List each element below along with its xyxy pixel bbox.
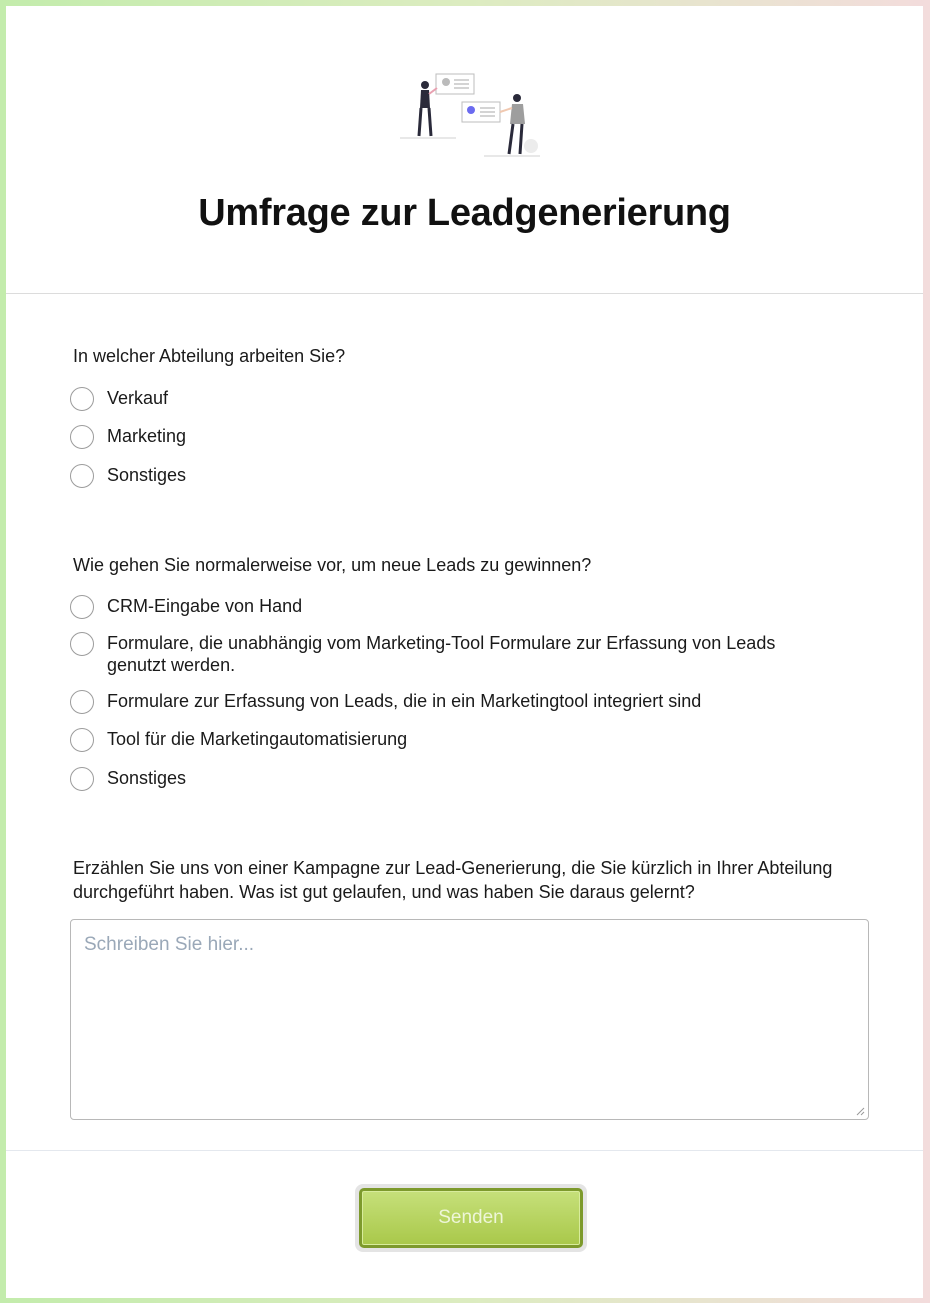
radio-label: Sonstiges bbox=[107, 465, 187, 485]
radio-option-other[interactable] bbox=[70, 767, 830, 791]
campaign-textarea[interactable] bbox=[71, 920, 868, 1119]
radio-button[interactable] bbox=[70, 387, 94, 411]
radio-option-crm-manual[interactable] bbox=[70, 595, 830, 619]
radio-label: Sonstiges bbox=[107, 768, 187, 788]
radio-option-marketing-automation[interactable] bbox=[70, 728, 830, 752]
radio-button[interactable] bbox=[70, 464, 94, 488]
radio-label: Marketing bbox=[107, 426, 187, 446]
footer-divider bbox=[6, 1150, 923, 1151]
form-card bbox=[6, 6, 923, 1298]
question-campaign: Erzählen Sie uns von einer Kampagne zur Lead-Generierung, die Sie kürzlich in Ihrer Abteilung durchgeführt haben. Was ist gut gelaufen, und was haben Sie daraus gelernt? bbox=[73, 858, 833, 902]
resize-grip-icon[interactable] bbox=[856, 1107, 865, 1116]
submit-button-wrapper bbox=[355, 1184, 587, 1252]
radio-option-verkauf[interactable] bbox=[70, 387, 830, 411]
question-lead-method: Wie gehen Sie normalerweise vor, um neue Leads zu gewinnen? bbox=[73, 555, 592, 575]
radio-button[interactable] bbox=[70, 767, 94, 791]
question-department: In welcher Abteilung arbeiten Sie? bbox=[73, 346, 346, 366]
radio-button[interactable] bbox=[70, 728, 94, 752]
radio-option-standalone-forms[interactable] bbox=[70, 632, 830, 676]
form-header bbox=[6, 6, 923, 294]
campaign-textarea-container bbox=[70, 919, 869, 1120]
radio-button[interactable] bbox=[70, 425, 94, 449]
radio-option-integrated-forms[interactable] bbox=[70, 690, 830, 714]
radio-label: Formulare, die unabhängig vom Marketing-Tool Formulare zur Erfassung von Leads genutzt werden. bbox=[107, 633, 776, 675]
form-title: Umfrage zur Leadgenerierung bbox=[198, 192, 731, 234]
radio-button[interactable] bbox=[70, 632, 94, 656]
radio-label: Verkauf bbox=[107, 388, 169, 408]
radio-label: CRM-Eingabe von Hand bbox=[107, 596, 303, 616]
radio-label: Tool für die Marketingautomatisierung bbox=[107, 729, 408, 749]
radio-label: Formulare zur Erfassung von Leads, die in ein Marketingtool integriert sind bbox=[107, 691, 702, 711]
radio-option-marketing[interactable] bbox=[70, 425, 830, 449]
radio-button[interactable] bbox=[70, 595, 94, 619]
submit-button[interactable]: Senden bbox=[359, 1188, 583, 1248]
radio-button[interactable] bbox=[70, 690, 94, 714]
two-people-presenting-illustration-icon bbox=[394, 66, 542, 158]
radio-option-sonstiges[interactable] bbox=[70, 464, 830, 488]
